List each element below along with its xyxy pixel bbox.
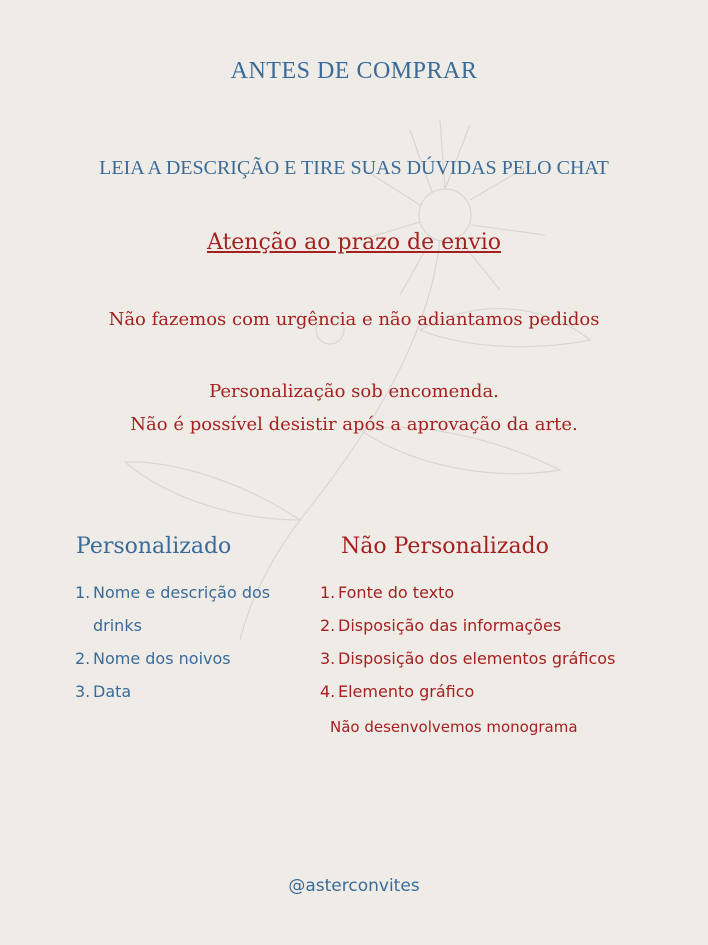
list-number: 1. — [320, 583, 336, 602]
personalizado-heading: Personalizado — [76, 534, 232, 559]
list-item-text: Nome dos noivos — [93, 649, 231, 668]
list-item-text: Nome e descrição dos drinks — [93, 583, 271, 635]
page-title: ANTES DE COMPRAR — [230, 58, 478, 84]
list-number: 4. — [320, 682, 336, 701]
list-item-text: Elemento gráfico — [338, 682, 475, 701]
list-item — [320, 642, 660, 675]
list-item — [320, 576, 660, 609]
custom-order-notice: Personalização sob encomenda. — [209, 381, 499, 402]
list-item — [75, 576, 305, 642]
list-item — [75, 675, 305, 708]
list-item-text: Data — [93, 682, 132, 701]
list-item — [75, 642, 305, 675]
list-item-text: Disposição dos elementos gráficos — [338, 649, 616, 668]
nao-personalizado-list — [320, 576, 660, 708]
list-item-text: Fonte do texto — [338, 583, 455, 602]
flower-petals — [360, 120, 545, 295]
list-number: 2. — [320, 616, 336, 635]
flower-leaf-left — [125, 462, 300, 520]
list-item — [320, 609, 660, 642]
urgency-notice: Não fazemos com urgência e não adiantamos pedidos — [108, 309, 600, 330]
list-number: 2. — [75, 649, 91, 668]
no-cancel-notice: Não é possível desistir após a aprovação da arte. — [130, 414, 578, 435]
page-subtitle: LEIA A DESCRIÇÃO E TIRE SUAS DÚVIDAS PELO CHAT — [99, 157, 609, 179]
monogram-note: Não desenvolvemos monograma — [330, 718, 578, 736]
personalizado-list — [75, 576, 305, 708]
attention-heading: Atenção ao prazo de envio — [206, 230, 502, 255]
nao-personalizado-heading: Não Personalizado — [341, 534, 549, 559]
list-item — [320, 675, 660, 708]
list-number: 3. — [320, 649, 336, 668]
list-item-text: Disposição das informações — [338, 616, 562, 635]
list-number: 1. — [75, 583, 91, 602]
list-number: 3. — [75, 682, 91, 701]
social-handle: @asterconvites — [288, 876, 420, 896]
